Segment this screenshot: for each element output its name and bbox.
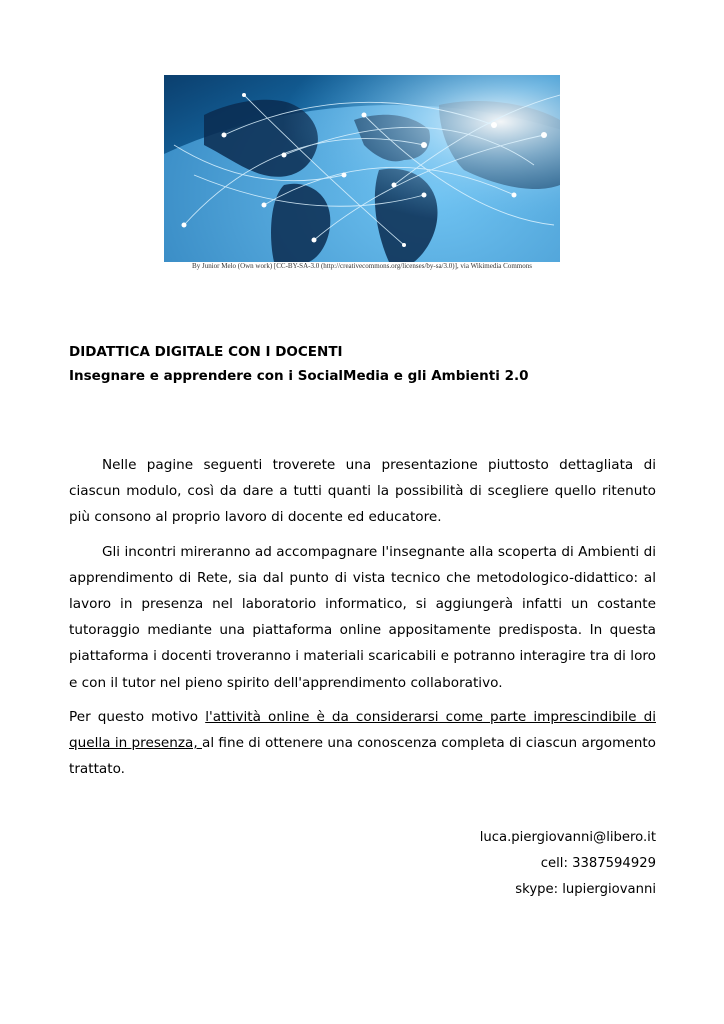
paragraph-1: Nelle pagine seguenti troverete una presentazione piuttosto dettagliata di ciascun modulo, così da dare a tutti quanti la possibilità di scegliere quello ritenuto più consono al proprio lavoro di docente ed educatore. (69, 457, 656, 526)
body-text (69, 452, 656, 790)
contact-skype: skype: lupiergiovanni (515, 882, 656, 897)
paragraph-3-start: Per questo motivo (69, 708, 206, 725)
contact-email: luca.piergiovanni@libero.it (479, 830, 656, 845)
contact-block (480, 825, 656, 903)
paragraph-3-end: al fine di ottenere una conoscenza completa di ciascun argomento trattato. (69, 735, 656, 778)
paragraph-3 (69, 704, 656, 783)
subtitle: Insegnare e apprendere con i SocialMedia e gli Ambienti 2.0 (69, 368, 529, 384)
image-caption: By Junior Melo (Own work) [CC-BY-SA-3.0 (http://creativecommons.org/licenses/by-sa/3.0)], via Wikimedia Commons (192, 262, 532, 270)
paragraph-3-underlined: l'attività online è da considerarsi come parte imprescindibile di quella in presenza, (69, 708, 656, 752)
globe-network-illustration (164, 75, 560, 262)
main-title: DIDATTICA DIGITALE CON I DOCENTI (69, 344, 343, 360)
network-globe-image (164, 75, 560, 262)
document-titles (69, 340, 659, 388)
paragraph-2: Gli incontri mireranno ad accompagnare l'insegnante alla scoperta di Ambienti di apprendimento di Rete, sia dal punto di vista tecnico che metodologico-didattico: al lavoro in presenza nel laboratorio informatico, si aggiungerà infatti un costante tutoraggio mediante una piattaforma online appositamente predisposta. In questa piattaforma i docenti troveranno i materiali scaricabili e potranno interagire tra di loro e con il tutor nel pieno spirito dell'apprendimento collaborativo. (69, 543, 656, 691)
contact-cell: cell: 3387594929 (540, 856, 656, 871)
